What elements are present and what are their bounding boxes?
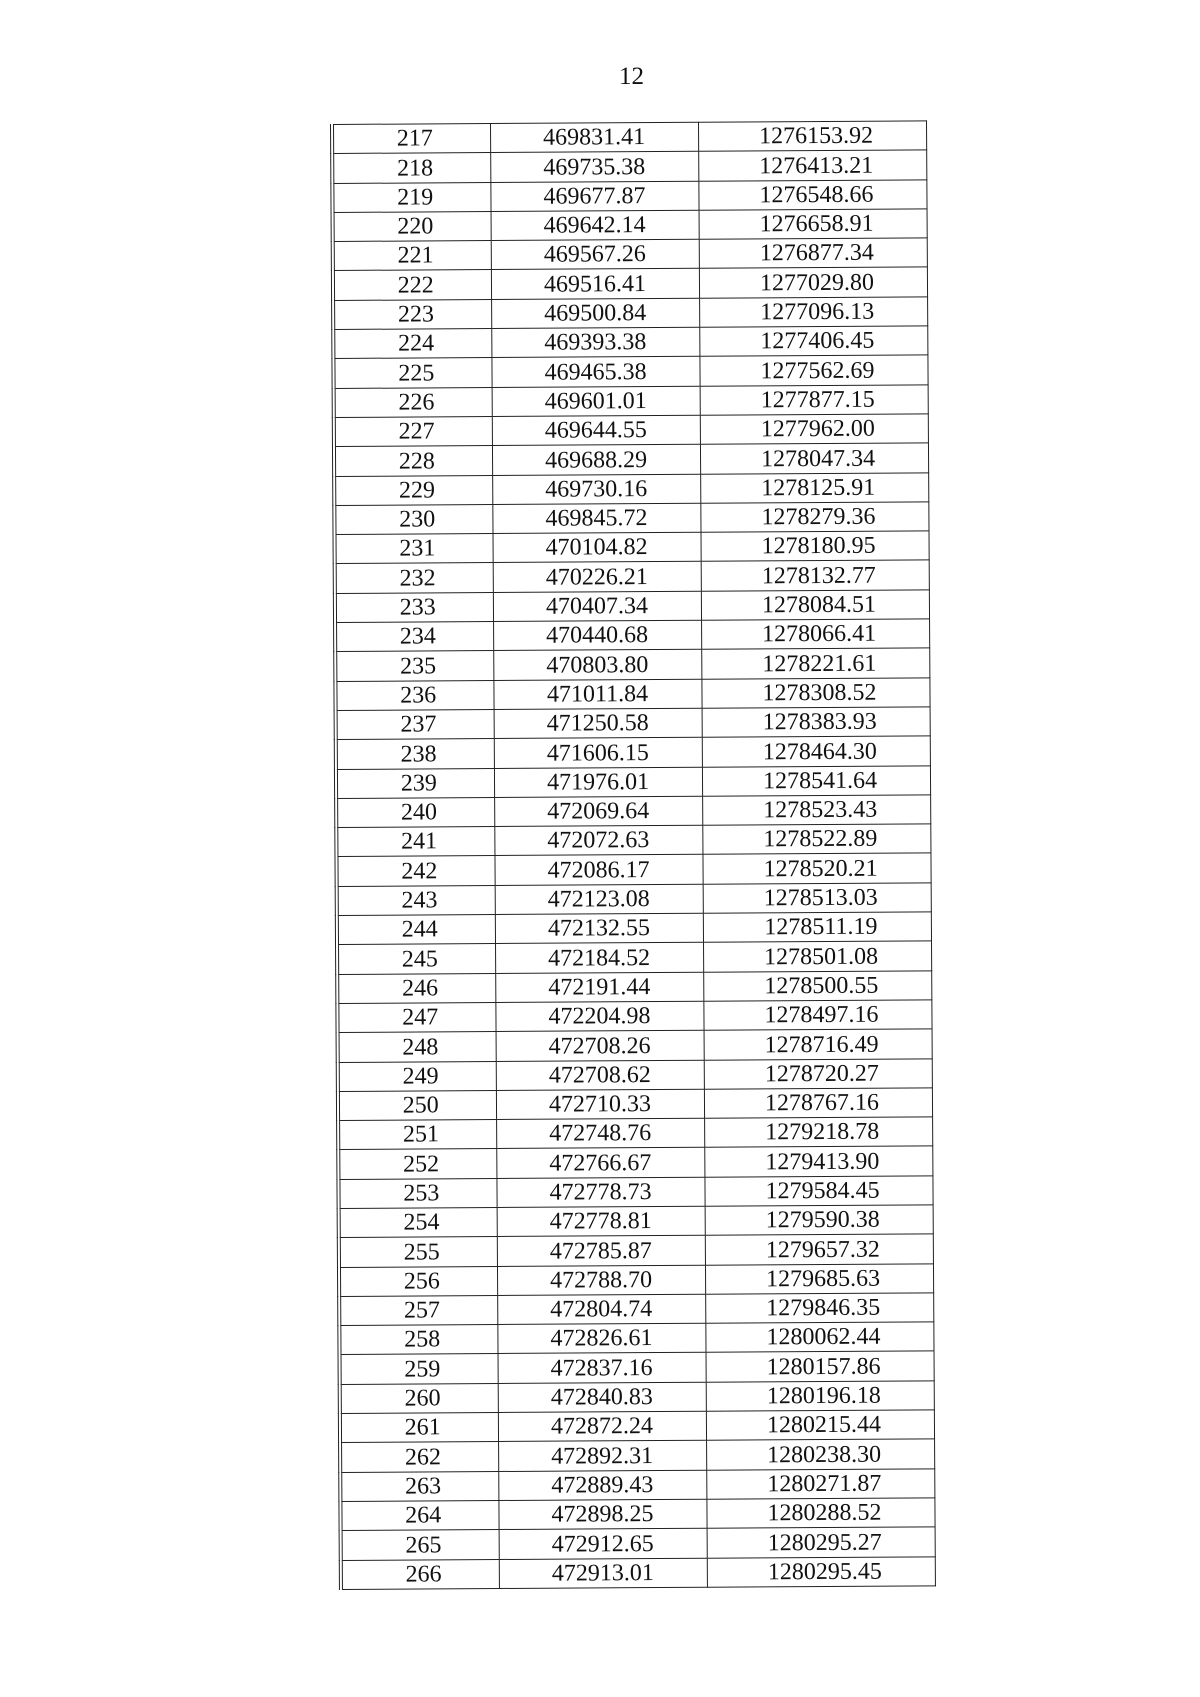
x-coordinate-cell: 472748.76 bbox=[496, 1118, 704, 1149]
point-number-cell: 251 bbox=[338, 1120, 496, 1150]
x-coordinate-cell: 471011.84 bbox=[493, 679, 701, 710]
x-coordinate-cell: 472123.08 bbox=[495, 884, 703, 915]
table-row bbox=[340, 1468, 934, 1501]
table-row bbox=[336, 853, 930, 886]
table-row bbox=[334, 385, 928, 418]
x-coordinate-cell: 469677.87 bbox=[490, 181, 698, 212]
y-coordinate-cell: 1278383.93 bbox=[702, 707, 930, 738]
y-coordinate-cell: 1276877.34 bbox=[699, 238, 927, 269]
point-number-cell: 253 bbox=[338, 1178, 496, 1208]
table-row bbox=[339, 1293, 933, 1326]
y-coordinate-cell: 1279590.38 bbox=[705, 1205, 933, 1236]
table-row bbox=[334, 502, 928, 535]
table-row bbox=[335, 677, 929, 710]
y-coordinate-cell: 1280295.45 bbox=[707, 1556, 935, 1587]
point-number-cell: 255 bbox=[339, 1237, 497, 1267]
y-coordinate-cell: 1278541.64 bbox=[702, 765, 930, 796]
point-number-cell: 217 bbox=[332, 124, 490, 154]
point-number-cell: 262 bbox=[340, 1442, 498, 1472]
y-coordinate-cell: 1276548.66 bbox=[698, 179, 926, 210]
y-coordinate-cell: 1278520.21 bbox=[702, 853, 930, 884]
table-row bbox=[336, 707, 930, 740]
table-row bbox=[337, 912, 931, 945]
x-coordinate-cell: 472766.67 bbox=[496, 1148, 704, 1179]
table-row bbox=[335, 590, 929, 623]
table-row bbox=[339, 1234, 933, 1267]
x-coordinate-cell: 472892.31 bbox=[498, 1441, 706, 1472]
point-number-cell: 221 bbox=[333, 241, 491, 271]
x-coordinate-cell: 472708.26 bbox=[496, 1030, 704, 1061]
table-row bbox=[334, 472, 928, 505]
table-row bbox=[332, 150, 926, 183]
point-number-cell: 241 bbox=[336, 827, 494, 857]
y-coordinate-cell: 1277096.13 bbox=[699, 297, 927, 328]
y-coordinate-cell: 1278132.77 bbox=[701, 560, 929, 591]
y-coordinate-cell: 1279657.32 bbox=[705, 1234, 933, 1265]
table-row bbox=[335, 531, 929, 564]
point-number-cell: 237 bbox=[336, 709, 494, 739]
point-number-cell: 224 bbox=[333, 329, 491, 359]
y-coordinate-cell: 1277877.15 bbox=[700, 385, 928, 416]
point-number-cell: 232 bbox=[335, 563, 493, 593]
table-row bbox=[338, 1029, 932, 1062]
x-coordinate-cell: 472778.73 bbox=[496, 1177, 704, 1208]
table-row bbox=[338, 1117, 932, 1150]
table-row bbox=[337, 941, 931, 974]
x-coordinate-cell: 469500.84 bbox=[491, 298, 699, 329]
table-row bbox=[333, 326, 927, 359]
point-number-cell: 245 bbox=[337, 944, 495, 974]
x-coordinate-cell: 472184.52 bbox=[495, 943, 703, 974]
point-number-cell: 266 bbox=[341, 1559, 499, 1589]
y-coordinate-cell: 1278464.30 bbox=[702, 736, 930, 767]
x-coordinate-cell: 470407.34 bbox=[493, 591, 701, 622]
table-row bbox=[334, 414, 928, 447]
x-coordinate-cell: 472898.25 bbox=[498, 1499, 706, 1530]
point-number-cell: 236 bbox=[335, 680, 493, 710]
y-coordinate-cell: 1279218.78 bbox=[704, 1117, 932, 1148]
table-row bbox=[334, 443, 928, 476]
table-row bbox=[338, 1146, 932, 1179]
x-coordinate-cell: 469831.41 bbox=[490, 122, 698, 153]
point-number-cell: 250 bbox=[338, 1090, 496, 1120]
y-coordinate-cell: 1279846.35 bbox=[705, 1293, 933, 1324]
y-coordinate-cell: 1278523.43 bbox=[702, 795, 930, 826]
x-coordinate-cell: 469735.38 bbox=[490, 152, 698, 183]
y-coordinate-cell: 1280062.44 bbox=[705, 1322, 933, 1353]
point-number-cell: 238 bbox=[336, 739, 494, 769]
table-row bbox=[339, 1205, 933, 1238]
point-number-cell: 248 bbox=[338, 1032, 496, 1062]
table-row bbox=[340, 1381, 934, 1414]
y-coordinate-cell: 1279413.90 bbox=[704, 1146, 932, 1177]
x-coordinate-cell: 472072.63 bbox=[494, 825, 702, 856]
point-number-cell: 218 bbox=[332, 153, 490, 183]
x-coordinate-cell: 469644.55 bbox=[492, 415, 700, 446]
y-coordinate-cell: 1278497.16 bbox=[703, 1000, 931, 1031]
y-coordinate-cell: 1278125.91 bbox=[700, 472, 928, 503]
point-number-cell: 264 bbox=[340, 1500, 498, 1530]
table-row bbox=[337, 970, 931, 1003]
table-row bbox=[339, 1322, 933, 1355]
table-row bbox=[337, 1000, 931, 1033]
x-coordinate-cell: 469845.72 bbox=[492, 503, 700, 534]
table-row bbox=[333, 297, 927, 330]
x-coordinate-cell: 472708.62 bbox=[496, 1060, 704, 1091]
y-coordinate-cell: 1278522.89 bbox=[702, 824, 930, 855]
x-coordinate-cell: 471606.15 bbox=[494, 737, 702, 768]
table-row bbox=[336, 765, 930, 798]
table-row bbox=[340, 1439, 934, 1472]
x-coordinate-cell: 472788.70 bbox=[497, 1265, 705, 1296]
x-coordinate-cell: 472889.43 bbox=[498, 1470, 706, 1501]
x-coordinate-cell: 472710.33 bbox=[496, 1089, 704, 1120]
table-row bbox=[338, 1088, 932, 1121]
x-coordinate-cell: 469642.14 bbox=[491, 210, 699, 241]
point-number-cell: 249 bbox=[338, 1061, 496, 1091]
point-number-cell: 233 bbox=[335, 592, 493, 622]
table-row bbox=[335, 648, 929, 681]
point-number-cell: 227 bbox=[334, 416, 492, 446]
y-coordinate-cell: 1278221.61 bbox=[701, 648, 929, 679]
y-coordinate-cell: 1280157.86 bbox=[706, 1351, 934, 1382]
x-coordinate-cell: 472826.61 bbox=[497, 1323, 705, 1354]
point-number-cell: 246 bbox=[337, 973, 495, 1003]
x-coordinate-cell: 470226.21 bbox=[493, 562, 701, 593]
table-row bbox=[340, 1498, 934, 1531]
y-coordinate-cell: 1280288.52 bbox=[706, 1498, 934, 1529]
table-row bbox=[338, 1058, 932, 1091]
x-coordinate-cell: 469393.38 bbox=[491, 327, 699, 358]
y-coordinate-cell: 1277406.45 bbox=[699, 326, 927, 357]
point-number-cell: 229 bbox=[334, 475, 492, 505]
point-number-cell: 219 bbox=[332, 182, 490, 212]
y-coordinate-cell: 1277962.00 bbox=[700, 414, 928, 445]
y-coordinate-cell: 1276658.91 bbox=[699, 209, 927, 240]
y-coordinate-cell: 1278500.55 bbox=[703, 970, 931, 1001]
table-row bbox=[336, 824, 930, 857]
y-coordinate-cell: 1280295.27 bbox=[707, 1527, 935, 1558]
coordinates-table bbox=[330, 120, 935, 1589]
point-number-cell: 228 bbox=[334, 446, 492, 476]
table-row bbox=[340, 1351, 934, 1384]
point-number-cell: 243 bbox=[337, 885, 495, 915]
point-number-cell: 231 bbox=[335, 534, 493, 564]
x-coordinate-cell: 472778.81 bbox=[497, 1206, 705, 1237]
table-row bbox=[335, 619, 929, 652]
coordinates-table-body bbox=[332, 121, 935, 1589]
point-number-cell: 230 bbox=[334, 504, 492, 534]
coordinates-table-container bbox=[330, 120, 933, 1589]
table-row bbox=[333, 209, 927, 242]
point-number-cell: 263 bbox=[340, 1471, 498, 1501]
y-coordinate-cell: 1278047.34 bbox=[700, 443, 928, 474]
y-coordinate-cell: 1279584.45 bbox=[704, 1176, 932, 1207]
x-coordinate-cell: 472086.17 bbox=[494, 855, 702, 886]
point-number-cell: 235 bbox=[335, 651, 493, 681]
point-number-cell: 240 bbox=[336, 797, 494, 827]
table-row bbox=[341, 1556, 935, 1589]
point-number-cell: 254 bbox=[339, 1207, 497, 1237]
x-coordinate-cell: 472840.83 bbox=[498, 1382, 706, 1413]
x-coordinate-cell: 469567.26 bbox=[491, 239, 699, 270]
y-coordinate-cell: 1278279.36 bbox=[700, 502, 928, 533]
point-number-cell: 247 bbox=[337, 1002, 495, 1032]
y-coordinate-cell: 1278501.08 bbox=[703, 941, 931, 972]
x-coordinate-cell: 472804.74 bbox=[497, 1294, 705, 1325]
point-number-cell: 259 bbox=[340, 1354, 498, 1384]
x-coordinate-cell: 472191.44 bbox=[495, 972, 703, 1003]
point-number-cell: 234 bbox=[335, 622, 493, 652]
table-row bbox=[337, 883, 931, 916]
x-coordinate-cell: 470104.82 bbox=[493, 532, 701, 563]
y-coordinate-cell: 1278066.41 bbox=[701, 619, 929, 650]
y-coordinate-cell: 1278716.49 bbox=[704, 1029, 932, 1060]
x-coordinate-cell: 470440.68 bbox=[493, 620, 701, 651]
y-coordinate-cell: 1279685.63 bbox=[705, 1263, 933, 1294]
x-coordinate-cell: 469730.16 bbox=[492, 474, 700, 505]
table-row bbox=[339, 1263, 933, 1296]
x-coordinate-cell: 471250.58 bbox=[494, 708, 702, 739]
table-row bbox=[338, 1176, 932, 1209]
point-number-cell: 261 bbox=[340, 1413, 498, 1443]
y-coordinate-cell: 1276413.21 bbox=[698, 150, 926, 181]
x-coordinate-cell: 472872.24 bbox=[498, 1411, 706, 1442]
y-coordinate-cell: 1278084.51 bbox=[701, 590, 929, 621]
table-row bbox=[332, 121, 926, 154]
x-coordinate-cell: 472069.64 bbox=[494, 796, 702, 827]
x-coordinate-cell: 472132.55 bbox=[495, 913, 703, 944]
point-number-cell: 242 bbox=[336, 856, 494, 886]
y-coordinate-cell: 1280271.87 bbox=[706, 1468, 934, 1499]
x-coordinate-cell: 472837.16 bbox=[498, 1353, 706, 1384]
point-number-cell: 239 bbox=[336, 768, 494, 798]
point-number-cell: 225 bbox=[333, 358, 491, 388]
y-coordinate-cell: 1278180.95 bbox=[701, 531, 929, 562]
y-coordinate-cell: 1280215.44 bbox=[706, 1410, 934, 1441]
point-number-cell: 258 bbox=[339, 1325, 497, 1355]
table-row bbox=[336, 736, 930, 769]
x-coordinate-cell: 470803.80 bbox=[493, 650, 701, 681]
point-number-cell: 260 bbox=[340, 1383, 498, 1413]
point-number-cell: 265 bbox=[341, 1530, 499, 1560]
x-coordinate-cell: 472912.65 bbox=[499, 1528, 707, 1559]
point-number-cell: 222 bbox=[333, 270, 491, 300]
x-coordinate-cell: 471976.01 bbox=[494, 767, 702, 798]
y-coordinate-cell: 1278720.27 bbox=[704, 1058, 932, 1089]
table-row bbox=[335, 560, 929, 593]
point-number-cell: 252 bbox=[338, 1149, 496, 1179]
point-number-cell: 244 bbox=[337, 915, 495, 945]
point-number-cell: 257 bbox=[339, 1295, 497, 1325]
table-row bbox=[333, 238, 927, 271]
table-row bbox=[340, 1410, 934, 1443]
x-coordinate-cell: 472204.98 bbox=[495, 1001, 703, 1032]
y-coordinate-cell: 1280238.30 bbox=[706, 1439, 934, 1470]
table-row bbox=[333, 355, 927, 388]
table-row bbox=[336, 795, 930, 828]
x-coordinate-cell: 469688.29 bbox=[492, 445, 700, 476]
point-number-cell: 223 bbox=[333, 299, 491, 329]
table-row bbox=[333, 267, 927, 300]
y-coordinate-cell: 1276153.92 bbox=[698, 121, 926, 152]
y-coordinate-cell: 1280196.18 bbox=[706, 1381, 934, 1412]
x-coordinate-cell: 469516.41 bbox=[491, 269, 699, 300]
y-coordinate-cell: 1277029.80 bbox=[699, 267, 927, 298]
y-coordinate-cell: 1277562.69 bbox=[699, 355, 927, 386]
point-number-cell: 220 bbox=[333, 211, 491, 241]
table-row bbox=[341, 1527, 935, 1560]
x-coordinate-cell: 469601.01 bbox=[492, 386, 700, 417]
table-row bbox=[332, 179, 926, 212]
y-coordinate-cell: 1278513.03 bbox=[703, 883, 931, 914]
page-number: 12 bbox=[619, 63, 644, 90]
x-coordinate-cell: 472785.87 bbox=[497, 1236, 705, 1267]
x-coordinate-cell: 469465.38 bbox=[491, 357, 699, 388]
point-number-cell: 226 bbox=[334, 387, 492, 417]
y-coordinate-cell: 1278767.16 bbox=[704, 1088, 932, 1119]
y-coordinate-cell: 1278511.19 bbox=[703, 912, 931, 943]
point-number-cell: 256 bbox=[339, 1266, 497, 1296]
x-coordinate-cell: 472913.01 bbox=[499, 1558, 707, 1589]
y-coordinate-cell: 1278308.52 bbox=[701, 677, 929, 708]
